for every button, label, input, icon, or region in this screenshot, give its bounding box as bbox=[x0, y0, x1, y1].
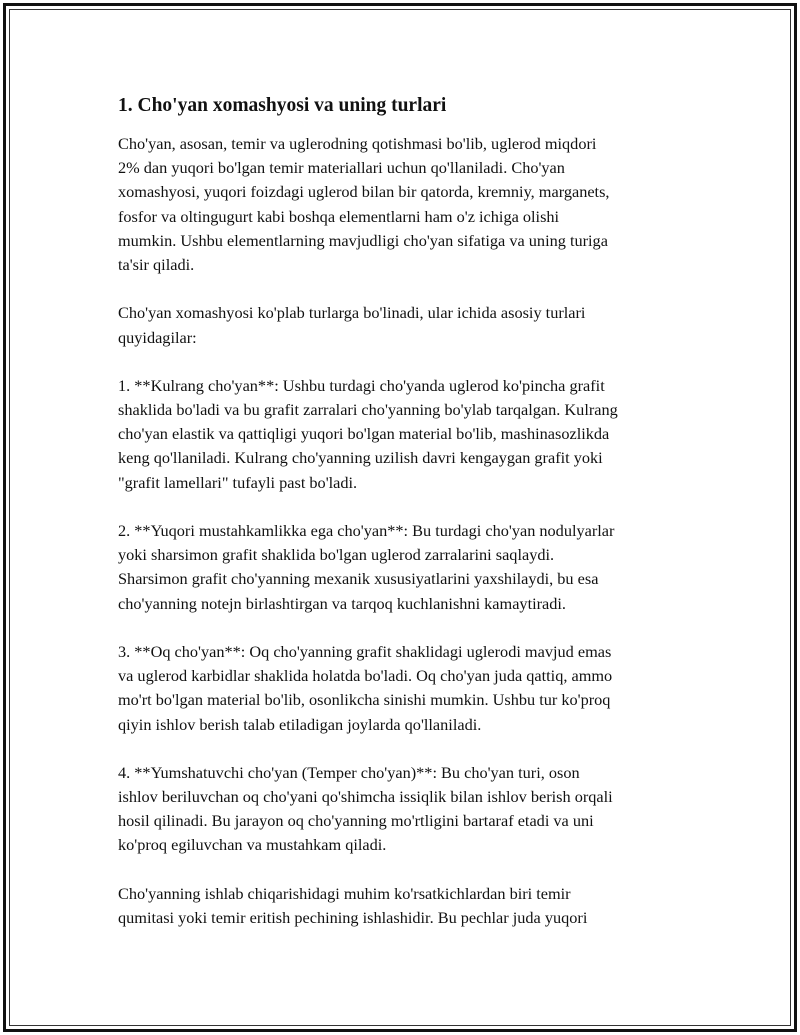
document-content bbox=[118, 92, 693, 930]
paragraph-intro bbox=[118, 132, 693, 277]
text-line: cho'yan elastik va qattiqligi yuqori bo'lgan material bo'lib, mashinasozlikda bbox=[118, 424, 610, 444]
text-line: xomashyosi, yuqori foizdagi uglerod bilan bir qatorda, kremniy, marganets, bbox=[118, 182, 610, 202]
text-line: hosil qilinadi. Bu jarayon oq cho'yanning mo'rtligini bartaraf etadi va uni bbox=[118, 811, 594, 831]
text-line: ko'proq egiluvchan va mustahkam qiladi. bbox=[118, 835, 387, 855]
text-line: 2% dan yuqori bo'lgan temir materiallari uchun qo'llaniladi. Cho'yan bbox=[118, 158, 565, 178]
text-line: fosfor va oltingugurt kabi boshqa elementlarni ham o'z ichiga olishi bbox=[118, 206, 560, 226]
text-line: 4. **Yumshatuvchi cho'yan (Temper cho'yan)**: Bu cho'yan turi, oson bbox=[118, 762, 580, 782]
text-line: qiyin ishlov berish talab etiladigan joylarda qo'llaniladi. bbox=[118, 714, 482, 734]
paragraph-spacing bbox=[118, 277, 693, 301]
text-line: "grafit lamellari" tufayli past bo'ladi. bbox=[118, 472, 358, 492]
paragraph-gray-cast-iron bbox=[118, 374, 693, 495]
text-line: Cho'yanning ishlab chiqarishidagi muhim ko'rsatkichlardan biri temir bbox=[118, 883, 571, 903]
section-title: 1. Cho'yan xomashyosi va uning turlari bbox=[118, 95, 447, 116]
text-line: yoki sharsimon grafit shaklida bo'lgan uglerod zarralarini saqlaydi. bbox=[118, 545, 555, 565]
paragraph-spacing bbox=[118, 737, 693, 761]
paragraph-malleable-cast-iron bbox=[118, 761, 693, 858]
text-line: ishlov beriluvchan oq cho'yani qo'shimcha issiqlik bilan ishlov berish orqali bbox=[118, 787, 613, 807]
text-line: va uglerod karbidlar shaklida holatda bo'ladi. Oq cho'yan juda qattiq, ammo bbox=[118, 666, 613, 686]
text-line: 3. **Oq cho'yan**: Oq cho'yanning grafit shaklidagi uglerodi mavjud emas bbox=[118, 641, 612, 661]
text-line: shaklida bo'ladi va bu grafit zarralari cho'yanning bo'ylab tarqalgan. Kulrang bbox=[118, 400, 618, 420]
title-spacing bbox=[118, 120, 693, 132]
paragraph-spacing bbox=[118, 350, 693, 374]
paragraph-spacing bbox=[118, 858, 693, 882]
text-line: Cho'yan xomashyosi ko'plab turlarga bo'linadi, ular ichida asosiy turlari bbox=[118, 303, 586, 323]
paragraph-spacing bbox=[118, 495, 693, 519]
text-line: Cho'yan, asosan, temir va uglerodning qotishmasi bo'lib, uglerod miqdori bbox=[118, 134, 597, 153]
paragraph-production bbox=[118, 882, 693, 930]
text-line: 1. **Kulrang cho'yan**: Ushbu turdagi cho'yanda uglerod ko'pincha grafit bbox=[118, 375, 605, 395]
paragraph-spacing bbox=[118, 616, 693, 640]
paragraph-high-strength-cast-iron bbox=[118, 519, 693, 616]
text-line: cho'yanning notejn birlashtirgan va tarqoq kuchlanishni kamaytiradi. bbox=[118, 593, 566, 613]
text-line: 2. **Yuqori mustahkamlikka ega cho'yan**: Bu turdagi cho'yan nodulyarlar bbox=[118, 521, 615, 540]
text-line: Sharsimon grafit cho'yanning mexanik xususiyatlarini yaxshilaydi, bu esa bbox=[118, 569, 599, 589]
text-line: ta'sir qiladi. bbox=[118, 254, 195, 274]
text-line: qumitasi yoki temir eritish pechining ishlashidir. Bu pechlar juda yuqori bbox=[118, 908, 588, 927]
text-line: quyidagilar: bbox=[118, 327, 197, 347]
paragraph-white-cast-iron bbox=[118, 640, 693, 737]
text-line: mo'rt bo'lgan material bo'lib, osonlikcha sinishi mumkin. Ushbu tur ko'proq bbox=[118, 690, 611, 710]
paragraph-types-intro bbox=[118, 301, 693, 349]
text-line: mumkin. Ushbu elementlarning mavjudligi cho'yan sifatiga va uning turiga bbox=[118, 230, 608, 250]
text-line: keng qo'llaniladi. Kulrang cho'yanning uzilish davri kengaygan grafit yoki bbox=[118, 448, 603, 468]
